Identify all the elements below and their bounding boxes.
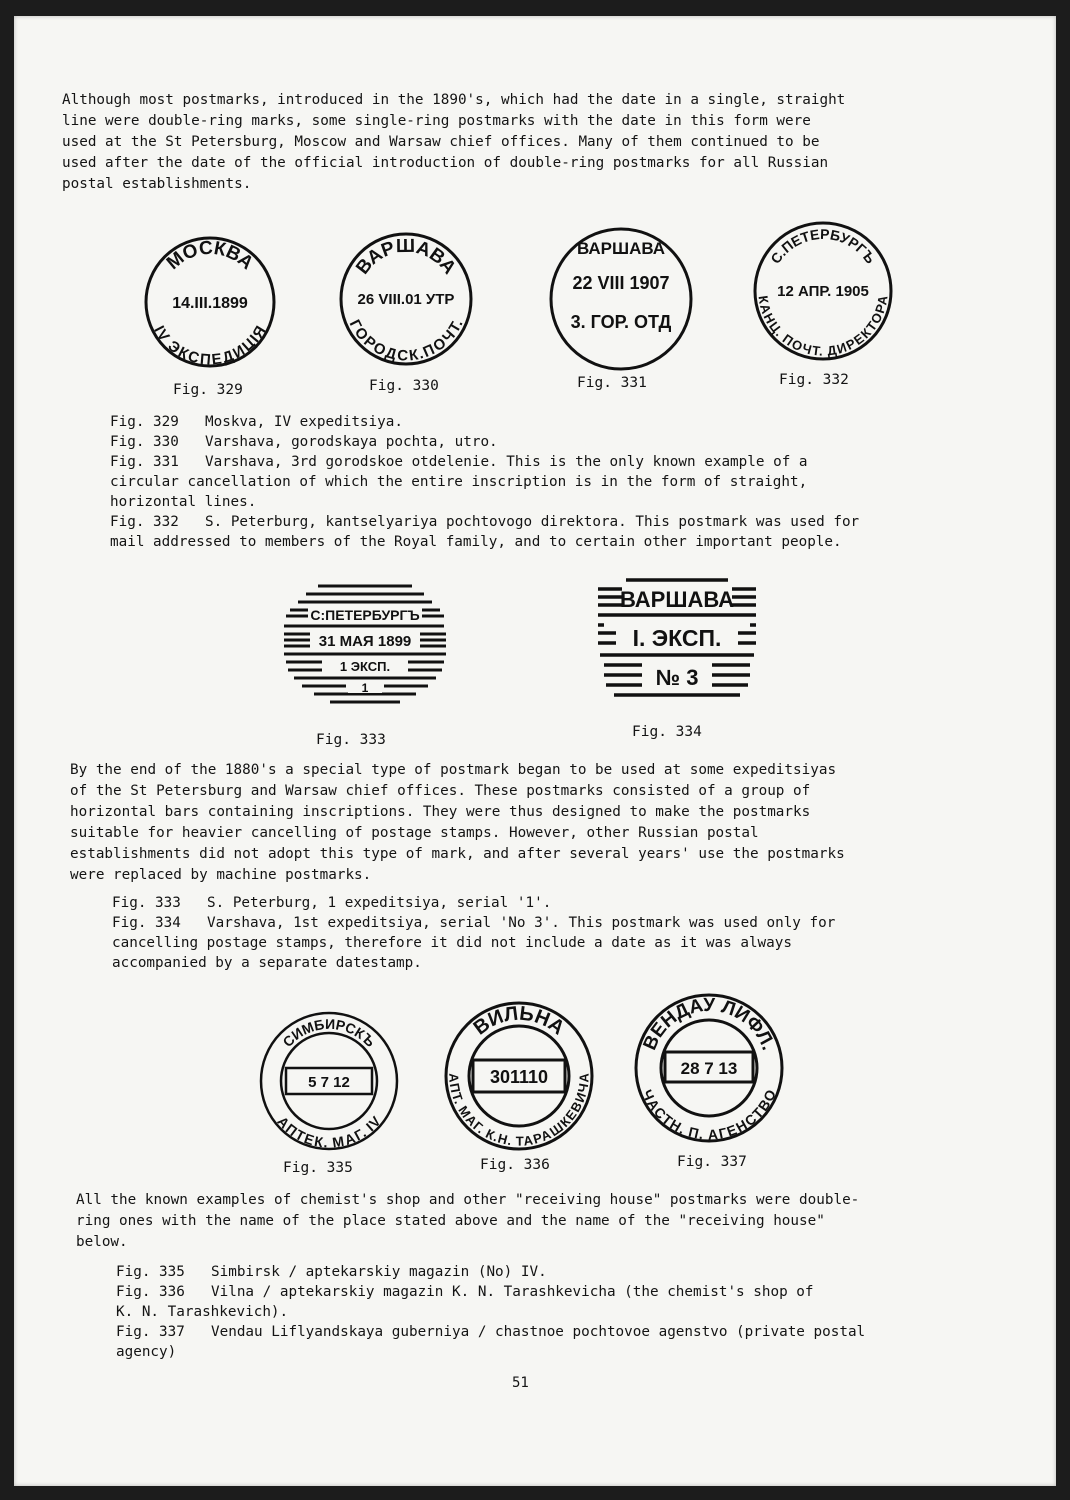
text-line: used at the St Petersburg, Moscow and Warsaw chief offices. Many of them continued to be [62,134,820,150]
svg-text:С.ПЕТЕРБУРГЪ [767,226,878,267]
figure-label: Fig. 330 [369,378,439,394]
text-line: postal establishments. [62,176,252,192]
stamp-date: 14.III.1899 [172,295,248,312]
caption-fig: Fig. 337 [116,1324,185,1340]
text-line: used after the date of the official introduction of double-ring postmarks for all Russian [62,155,829,171]
text-line: suitable for heavier cancelling of postage stamps. However, other Russian postal [70,825,759,841]
stamp-line-3: № 3 [655,665,699,690]
caption-line [116,1302,288,1322]
caption-line [110,492,256,512]
figure-label: Fig. 332 [779,372,849,388]
text-line: All the known examples of chemist's shop and other "receiving house" postmarks were double- [76,1192,860,1208]
svg-text:ГОРОДСК.ПОЧТ. [346,317,467,365]
svg-text:IV ЭКСПЕДИЦІЯ [150,323,269,369]
caption-line [112,893,551,913]
stamp-date: 301110 [489,1067,549,1087]
figure-label: Fig. 335 [283,1160,353,1176]
figure-label: Fig. 337 [677,1154,747,1170]
text-line: of the St Petersburg and Warsaw chief offices. These postmarks consisted of a group of [70,783,811,799]
figure-label: Fig. 329 [173,382,243,398]
caption-fig: Fig. 336 [116,1284,185,1300]
text-line: Although most postmarks, introduced in the 1890's, which had the date in a single, straight [62,92,846,108]
caption-text: Simbirsk / aptekarskiy magazin (No) IV. [211,1264,547,1280]
stamp-line-2: 31 МАЯ 1899 [318,633,412,650]
text-line: establishments did not adopt this type of mark, and after several years' use the postmarks [70,846,845,862]
stamp-bottom-text: 3. ГОР. ОТД [570,312,672,332]
stamp-line-1: ВАРШАВА [619,587,735,612]
stamp-line-3: 1 ЭКСП. [339,659,391,674]
text-line: line were double-ring marks, some single-ring postmarks with the date in this form were [62,113,811,129]
caption-line [112,913,835,933]
caption-text: Varshava, 1st expeditsiya, serial 'No 3'. This postmark was used only for [207,915,836,931]
stamp-top-text: ВАРШАВА [576,239,666,258]
stamp-bottom-text: КАНЦ. ПОЧТ. ДИРЕКТОРА [755,294,891,359]
stamp-bottom-text: ГОРОДСК.ПОЧТ. [345,317,467,365]
caption-text: accompanied by a separate datestamp. [112,955,422,971]
stamp-bottom-text: АПТ. МАГ. К.Н. ТАРАШКЕВИЧА [446,1072,592,1149]
caption-line [110,512,859,532]
stamp-bottom-text: IV ЭКСПЕДИЦІЯ [150,323,270,369]
stamp-top-text: С.ПЕТЕРБУРГЪ [767,225,879,267]
figure-label: Fig. 331 [577,375,647,391]
figure-label: Fig. 336 [480,1157,550,1173]
postmark-fig-329 [140,232,280,372]
stamp-date: 26 VIII.01 УТР [357,291,455,308]
caption-fig: Fig. 332 [110,514,179,530]
caption-line [110,412,403,432]
stamp-top-text: МОСКВА [162,237,258,275]
caption-line [116,1282,814,1302]
stamp-date: 12 АПР. 1905 [777,283,869,300]
caption-fig: Fig. 335 [116,1264,185,1280]
stamp-date: 28 7 13 [680,1059,738,1078]
postmark-fig-330 [335,228,477,370]
caption-text: horizontal lines. [110,494,257,510]
caption-fig: Fig. 333 [112,895,181,911]
stamp-bottom-text: АПТЕК. МАГ. IV [274,1113,384,1151]
postmark-fig-337 [633,992,785,1144]
svg-text:ВАРШАВА [352,236,460,279]
stamp-line-1: С:ПЕТЕРБУРГЪ [310,607,420,623]
caption-line [110,532,842,552]
caption-line [112,933,792,953]
caption-line [110,472,807,492]
postmark-fig-334 [592,575,762,710]
svg-text:МОСКВА [163,238,257,275]
stamp-top-text: ВИЛЬНА [469,1002,569,1040]
stamp-line-2: I. ЭКСП. [632,625,722,651]
stamp-top-text: ВЕНДАУ ЛИФЛ. [639,995,779,1054]
caption-text: mail addressed to members of the Royal family, and to certain other important people. [110,534,842,550]
caption-text: Varshava, 3rd gorodskoe otdelenie. This is the only known example of a [205,454,808,470]
svg-text:ВЕНДАУ ЛИФЛ. [639,995,778,1053]
postmark-fig-331 [546,224,696,374]
postmark-fig-332 [748,216,898,366]
text-line: below. [76,1234,128,1250]
caption-fig: Fig. 330 [110,434,179,450]
caption-text: circular cancellation of which the entire inscription is in the form of straight, [110,474,808,490]
caption-text: agency) [116,1344,177,1360]
stamp-date: 5 7 12 [308,1074,350,1091]
figure-label: Fig. 334 [632,724,702,740]
caption-text: K. N. Tarashkevich). [116,1304,289,1320]
stamp-date: 22 VIII 1907 [572,273,670,293]
caption-line [110,452,808,472]
postmark-fig-335 [258,1010,400,1152]
stamp-bottom-text: ЧАСТН. П. АГЕНСТВО [638,1087,779,1143]
caption-fig: Fig. 329 [110,414,179,430]
text-line: By the end of the 1880's a special type of postmark began to be used at some expeditsiyas [70,762,837,778]
caption-text: Vilna / aptekarskiy magazin K. N. Tarashkevicha (the chemist's shop of [211,1284,814,1300]
svg-text:ВИЛЬНА [470,1003,569,1040]
postmark-fig-333 [280,582,450,712]
stamp-line-4: 1 [361,681,369,695]
caption-text: Moskva, IV expeditsiya. [205,414,403,430]
svg-text:КАНЦ. ПОЧТ. ДИРЕКТОРА [756,294,891,359]
text-line: were replaced by machine postmarks. [70,867,372,883]
postmark-fig-336 [443,1000,595,1152]
caption-text: Vendau Liflyandskaya guberniya / chastnoe pochtovoe agenstvo (private postal [211,1324,866,1340]
caption-text: Varshava, gorodskaya pochta, utro. [205,434,498,450]
stamp-top-text: ВАРШАВА [352,235,460,279]
caption-line [116,1342,176,1362]
caption-line [112,953,422,973]
caption-text: S. Peterburg, kantselyariya pochtovogo direktora. This postmark was used for [205,514,860,530]
svg-text:АПТЕК. МАГ. IV [274,1113,384,1151]
text-line: ring ones with the name of the place stated above and the name of the "receiving house" [76,1213,825,1229]
caption-line [110,432,498,452]
page-number: 51 [512,1375,529,1391]
caption-text: cancelling postage stamps, therefore it did not include a date as it was always [112,935,792,951]
caption-text: S. Peterburg, 1 expeditsiya, serial '1'. [207,895,552,911]
caption-fig: Fig. 334 [112,915,181,931]
text-line: horizontal bars containing inscriptions. They were thus designed to make the postmarks [70,804,811,820]
stamp-top-text: СИМБИРСКЪ [279,1015,379,1050]
figure-label: Fig. 333 [316,732,386,748]
caption-fig: Fig. 331 [110,454,179,470]
caption-line [116,1262,547,1282]
caption-line [116,1322,865,1342]
